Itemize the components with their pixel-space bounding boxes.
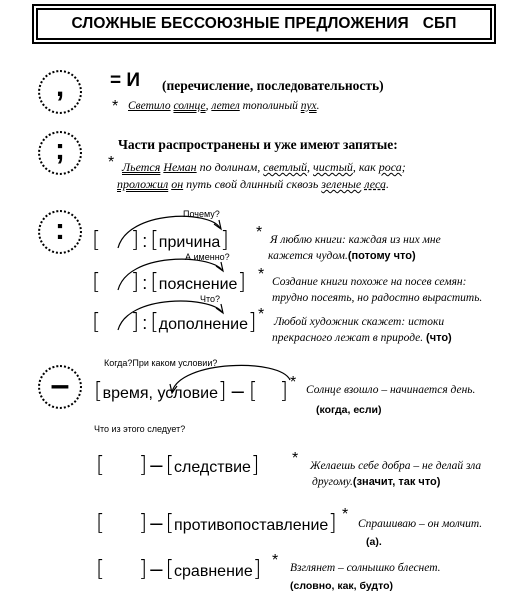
dash-example-2-cont: другому.(значит, так что) [312, 476, 441, 488]
dash-example-3: Спрашиваю – он молчит. [358, 518, 483, 530]
title-abbrev: СБП [422, 15, 457, 32]
dash-scheme-row-4: [ ] – [сравнение] [96, 556, 262, 582]
comma-example: Светило солнце, летел тополиный пух. [128, 100, 320, 112]
title-main: СЛОЖНЫЕ БЕССОЮЗНЫЕ ПРЕДЛОЖЕНИЯ [71, 15, 409, 32]
star-mark: * [256, 224, 263, 241]
star-mark: * [258, 306, 265, 323]
question-label: Когда?При каком условии? [104, 358, 218, 368]
question-label: А именно? [185, 252, 230, 262]
dash-marker-3: (а). [366, 536, 382, 548]
comma-formula: = И [110, 70, 141, 91]
dash-scheme-row-3: [ ] – [противопоставление] [96, 510, 337, 536]
dash-scheme-row-2: [ ] – [следствие] [96, 452, 260, 478]
semicolon-heading: Части распространены и уже имеют запятые: [118, 137, 398, 152]
dash-sign: – [38, 365, 82, 409]
semicolon-sign: ; [38, 131, 82, 175]
comma-note: (перечисление, последовательность) [162, 78, 384, 93]
colon-scheme-row-2: [ ] : [пояснение] [92, 270, 247, 295]
colon-example-1: Я люблю книги: каждая из них мне [270, 234, 441, 246]
semicolon-example-line2: проложил он путь свой длинный сквозь зеленые леса. [117, 177, 389, 191]
colon-example-1-cont: кажется чудом.(потому что) [268, 250, 416, 262]
dash-marker-4: (словно, как, будто) [290, 580, 394, 592]
star-mark: * [342, 506, 349, 523]
question-label: Почему? [183, 209, 220, 219]
question-label: Что из этого следует? [94, 424, 186, 434]
colon-scheme-row-1: [ ] : [причина] [92, 228, 229, 253]
colon-sign: : [38, 210, 82, 254]
colon-example-2: Создание книги похоже на посев семян: [272, 276, 467, 288]
colon-example-3: Любой художник скажет: истоки [274, 316, 445, 328]
colon-example-3-cont: прекрасного лежат в природе. (что) [272, 332, 452, 344]
colon-example-2-cont: трудно посеять, но радостно вырастить. [272, 292, 483, 304]
dash-example-2: Желаешь себе добра – не делай зла [310, 460, 482, 472]
question-label: Что? [200, 294, 221, 304]
star-mark: * [108, 154, 115, 171]
dash-marker-1: (когда, если) [316, 404, 382, 416]
star-mark: * [272, 552, 279, 569]
dash-example-4: Взглянет – солнышко блеснет. [290, 562, 441, 574]
star-mark: * [292, 450, 299, 467]
semicolon-example-line1: Льется Неман по долинам, светлый, чистый, как роса; [122, 160, 406, 174]
star-mark: * [258, 266, 265, 283]
dash-scheme-row-1: [время, условие] – [ ] [94, 378, 289, 404]
dash-example-1: Солнце взошло – начинается день. [306, 384, 476, 396]
colon-scheme-row-3: [ ] : [дополнение] [92, 310, 257, 335]
star-mark: * [290, 374, 297, 391]
comma-sign: , [38, 70, 82, 114]
star-mark: * [112, 98, 119, 115]
